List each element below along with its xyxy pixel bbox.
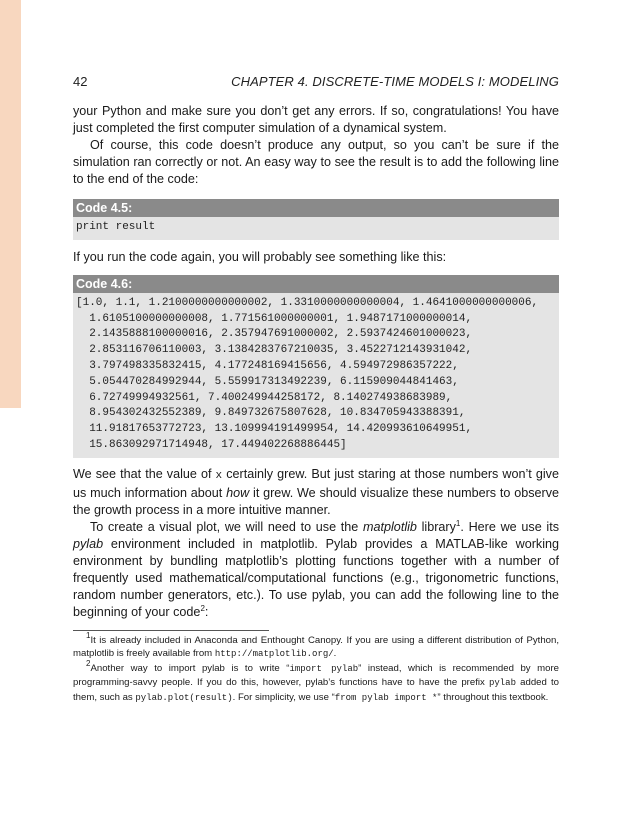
code-listing: [1.0, 1.1, 1.2100000000000002, 1.3310000000000004, 1.4641000000000006, 1.6105100000000008, 1.771561000000001, 1.9487171000000014, 2.1435888100000016, 2.357947691000002, 2.5937424601000023, 2.853116706110003, 3.1384283767210035, 3.4522712143931042, 3.797498335832415, 4.177248169415656, 4.594972986357222, 5.054470284992944, 5.559917313492239, 6.115909044841463, 6.72749994932561, 7.400249944258172, 8.140274938683989, 8.954302432552389, 9.849732675807628, 10.834705943388391, 11.91817653772723, 13.109994191499954, 14.420993610649951, 15.863092971714948, 17.449402268886445] bbox=[76, 296, 539, 451]
paragraph: your Python and make sure you don’t get any errors. If so, congratulations! You have just completed the first computer simulation of a dynamical system. bbox=[73, 104, 559, 135]
footnote-mark: 1 bbox=[86, 631, 91, 640]
footnote-mark: 2 bbox=[86, 658, 91, 668]
code-block-4-6 bbox=[73, 275, 559, 458]
footnote-rule bbox=[73, 630, 269, 631]
footnote-ref: 2 bbox=[200, 603, 205, 613]
inline-code: x bbox=[215, 469, 223, 482]
margin-tab-strip bbox=[0, 0, 21, 408]
emphasis: matplotlib bbox=[363, 519, 417, 534]
code-listing: print result bbox=[76, 221, 156, 233]
footnote-url: http://matplotlib.org/ bbox=[214, 649, 334, 660]
inline-code: import pylab bbox=[289, 663, 359, 674]
code-block-title: Code 4.5: bbox=[73, 199, 559, 217]
footnotes bbox=[73, 630, 559, 705]
emphasis: how bbox=[226, 485, 250, 500]
paragraph: Of course, this code doesn’t produce any output, so you can’t be sure if the simulation ran correctly or not. An easy way to see the result is to add the following line to the end of the code: bbox=[73, 138, 559, 186]
code-block-4-5 bbox=[73, 199, 559, 240]
emphasis: pylab bbox=[73, 536, 104, 551]
footnote-ref: 1 bbox=[455, 518, 461, 528]
page-number: 42 bbox=[73, 74, 88, 89]
running-head bbox=[73, 73, 559, 91]
body-text bbox=[73, 103, 559, 621]
footnote: $^2$Another way to import pylab is to write “import pylab” instead, which is recommended by more programming-savvy people. If you do this, however, pylab’s functions have to have the prefix pylab added to them, such as pylab.plot(result). For simplicity, we use “from pylab import *” throughout this textbook. bbox=[73, 658, 560, 703]
paragraph: We see that the value of x certainly grew. But just staring at those numbers won’t give us much information about how it grew. We should visualize these numbers to observe the growth process in a more intuitive manner. bbox=[73, 466, 559, 517]
footnote: $^1$It is already included in Anaconda and Enthought Canopy. If you are using a different distribution of Python, matplotlib is freely available from http://matplotlib.org/. bbox=[73, 631, 559, 660]
chapter-title: CHAPTER 4. DISCRETE-TIME MODELS I: MODELING bbox=[231, 74, 559, 89]
paragraph: To create a visual plot, we will need to use the matplotlib library$^1$. Here we use its pylab environment included in matplotlib. Pylab provides a MATLAB-like working environment by bundling matplotlib’s plotting functions together with a number of frequently used mathematical/computational functions (e.g., trigonometric functions, random number generators, etc.). To use pylab, you can add the following line to the beginning of your code$^2$: bbox=[73, 518, 559, 619]
inline-code: pylab.plot(result) bbox=[135, 692, 233, 703]
code-block-title: Code 4.6: bbox=[73, 275, 559, 293]
inline-code: pylab bbox=[488, 678, 516, 689]
paragraph: If you run the code again, you will probably see something like this: bbox=[73, 249, 447, 264]
inline-code: from pylab import * bbox=[334, 692, 438, 703]
